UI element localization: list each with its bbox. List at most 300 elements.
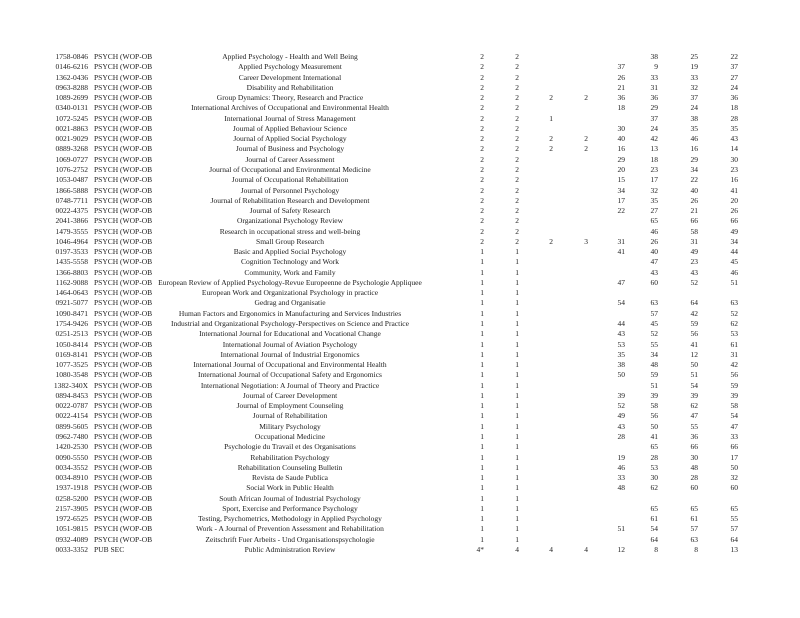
journal-title-cell: Journal of Occupational and Environmental Medicine [209,164,371,174]
rank-cell: 31 [690,236,698,246]
rank-cell: 54 [650,524,658,534]
subject-area-cell: PSYCH (WOP-OB [94,93,153,103]
rank-cell: 2 [549,134,553,144]
rank-cell: 56 [650,411,658,421]
issn-cell: 0146-6216 [55,62,88,72]
journal-title-cell: International Archives of Occupational and Environmental Health [191,103,389,113]
journal-title-cell: Cognition Technology and Work [241,257,339,267]
rank-cell: 2 [480,82,484,92]
journal-title-cell: International Journal of Occupational Safety and Ergonomics [198,370,382,380]
rank-cell: 2 [515,134,519,144]
rank-cell: 1 [515,339,519,349]
journal-title-cell: Human Factors and Ergonomics in Manufacturing and Services Industries [178,308,402,318]
rank-cell: 1 [515,390,519,400]
rank-cell: 59 [690,319,698,329]
rank-cell: 49 [730,226,738,236]
issn-cell: 1089-2699 [55,93,88,103]
rank-cell: 1 [480,452,484,462]
journal-title-cell: Gedrag and Organisatie [254,298,326,308]
rank-cell: 17 [730,452,738,462]
rank-cell: 2 [515,164,519,174]
rank-cell: 49 [617,411,625,421]
journal-title-cell: Basic and Applied Social Psychology [233,247,347,257]
rank-cell: 54 [690,380,698,390]
journal-title-cell: International Journal of Stress Management [224,113,356,123]
journal-title-cell: Disability and Rehabilitation [246,82,334,92]
subject-area-cell: PSYCH (WOP-OB [94,267,153,277]
rank-cell: 62 [690,401,698,411]
rank-cell: 2 [515,144,519,154]
rank-cell: 1 [480,524,484,534]
issn-cell: 1479-3555 [55,226,88,236]
rank-cell: 1 [480,431,484,441]
rank-cell: 2 [515,72,519,82]
rank-cell: 51 [730,277,738,287]
rank-cell: 2 [480,216,484,226]
subject-area-cell: PSYCH (WOP-OB [94,329,153,339]
rank-cell: 20 [730,195,738,205]
rank-cell: 22 [690,175,698,185]
journal-title-cell: Journal of Rehabilitation [252,411,328,421]
rank-cell: 41 [730,185,738,195]
rank-cell: 1 [515,380,519,390]
rank-cell: 1 [515,267,519,277]
rank-cell: 1 [480,257,484,267]
subject-area-cell: PSYCH (WOP-OB [94,277,153,287]
rank-cell: 30 [617,123,625,133]
rank-cell: 1 [515,514,519,524]
rank-cell: 66 [690,442,698,452]
issn-cell: 0258-5200 [55,493,88,503]
rank-cell: 47 [730,421,738,431]
rank-cell: 40 [650,247,658,257]
rank-cell: 41 [617,247,625,257]
rank-cell: 1 [480,267,484,277]
rank-cell: 1 [480,277,484,287]
journal-title-cell: International Journal of Industrial Ergonomics [220,349,360,359]
rank-cell: 12 [690,349,698,359]
subject-area-cell: PSYCH (WOP-OB [94,401,153,411]
issn-cell: 0748-7711 [55,195,88,205]
rank-cell: 48 [690,462,698,472]
rank-cell: 23 [730,164,738,174]
journal-title-cell: International Journal of Aviation Psychology [222,339,358,349]
issn-cell: 1069-0727 [55,154,88,164]
rank-cell: 1 [549,113,553,123]
rank-cell: 27 [650,206,658,216]
rank-cell: 1 [515,257,519,267]
rank-cell: 46 [650,226,658,236]
journal-title-cell: Organizational Psychology Review [236,216,344,226]
issn-cell: 1366-8803 [55,267,88,277]
rank-cell: 18 [730,103,738,113]
subject-area-cell: PSYCH (WOP-OB [94,134,153,144]
rank-cell: 43 [650,267,658,277]
rank-cell: 64 [730,534,738,544]
rank-cell: 32 [690,82,698,92]
journal-title-cell: Journal of Employment Counseling [236,401,344,411]
rank-cell: 53 [650,462,658,472]
rank-cell: 28 [690,473,698,483]
subject-area-cell: PSYCH (WOP-OB [94,226,153,236]
rank-cell: 33 [617,473,625,483]
rank-cell: 61 [730,339,738,349]
issn-cell: 0899-5605 [55,421,88,431]
journal-title-cell: Public Administration Review [244,544,336,554]
rank-cell: 64 [650,534,658,544]
rank-cell: 2 [480,113,484,123]
rank-cell: 27 [730,72,738,82]
rank-cell: 16 [690,144,698,154]
rank-cell: 2 [480,236,484,246]
issn-cell: 1758-0846 [55,52,88,61]
rank-cell: 36 [650,93,658,103]
rank-cell: 65 [690,503,698,513]
rank-cell: 48 [650,360,658,370]
rank-cell: 30 [690,452,698,462]
rank-cell: 56 [690,329,698,339]
journal-title-cell: Journal of Rehabilitation Research and Development [210,195,370,205]
rank-cell: 1 [515,534,519,544]
rank-cell: 26 [617,72,625,82]
subject-area-cell: PSYCH (WOP-OB [94,380,153,390]
rank-cell: 37 [730,62,738,72]
journal-title-cell: Psychologie du Travail et des Organisations [224,442,356,452]
rank-cell: 1 [480,349,484,359]
journal-title-cell: European Review of Applied Psychology-Revue Europeenne de Psychologie Appliquee [158,277,422,287]
subject-area-cell: PSYCH (WOP-OB [94,206,153,216]
rank-cell: 18 [650,154,658,164]
issn-cell: 0033-3352 [55,544,88,554]
journal-title-cell: South African Journal of Industrial Psychology [219,493,361,503]
subject-area-cell: PSYCH (WOP-OB [94,123,153,133]
rank-cell: 58 [730,401,738,411]
rank-cell: 37 [690,93,698,103]
rank-cell: 3 [584,236,588,246]
rank-cell: 50 [650,421,658,431]
rank-cell: 4 [515,544,519,554]
rank-cell: 51 [650,380,658,390]
journal-title-cell: Work - A Journal of Prevention Assessment and Rehabilitation [196,524,384,534]
rank-cell: 2 [480,226,484,236]
subject-area-cell: PSYCH (WOP-OB [94,360,153,370]
subject-area-cell: PSYCH (WOP-OB [94,452,153,462]
subject-area-cell: PSYCH (WOP-OB [94,319,153,329]
rank-cell: 19 [690,62,698,72]
rank-cell: 39 [730,390,738,400]
rank-cell: 46 [730,267,738,277]
rank-cell: 4* [476,544,484,554]
rank-cell: 1 [480,339,484,349]
rank-cell: 41 [650,431,658,441]
journal-title-cell: Rehabilitation Counseling Bulletin [237,462,343,472]
rank-cell: 35 [730,123,738,133]
subject-area-cell: PSYCH (WOP-OB [94,390,153,400]
subject-area-cell: PSYCH (WOP-OB [94,247,153,257]
rank-cell: 34 [617,185,625,195]
rank-cell: 2 [480,206,484,216]
journal-title-cell: Occupational Medicine [254,431,326,441]
rank-cell: 31 [730,349,738,359]
subject-area-cell: PSYCH (WOP-OB [94,298,153,308]
journal-title-cell: Journal of Safety Research [249,206,331,216]
rank-cell: 50 [730,462,738,472]
rank-cell: 52 [617,401,625,411]
subject-area-cell: PSYCH (WOP-OB [94,164,153,174]
journal-title-cell: International Journal of Occupational and Environmental Health [193,360,387,370]
rank-cell: 31 [617,236,625,246]
issn-cell: 0340-0131 [55,103,88,113]
rank-cell: 8 [654,544,658,554]
rank-cell: 62 [650,483,658,493]
rank-cell: 30 [730,154,738,164]
rank-cell: 32 [650,185,658,195]
issn-cell: 0921-5077 [55,298,88,308]
subject-area-cell: PSYCH (WOP-OB [94,288,153,298]
rank-cell: 39 [690,390,698,400]
rank-cell: 2 [515,236,519,246]
rank-cell: 2 [549,93,553,103]
rank-cell: 60 [650,277,658,287]
subject-area-cell: PSYCH (WOP-OB [94,514,153,524]
journal-title-cell: Journal of Business and Psychology [235,144,345,154]
rank-cell: 24 [690,103,698,113]
rank-cell: 1 [480,390,484,400]
rank-cell: 21 [690,206,698,216]
rank-cell: 2 [515,216,519,226]
rank-cell: 1 [480,308,484,318]
rank-cell: 33 [690,72,698,82]
issn-cell: 1051-9815 [55,524,88,534]
rank-cell: 1 [515,493,519,503]
rank-cell: 16 [730,175,738,185]
rank-cell: 39 [650,390,658,400]
rank-cell: 2 [515,82,519,92]
rank-cell: 28 [617,431,625,441]
rank-cell: 1 [480,411,484,421]
rank-cell: 4 [584,544,588,554]
rank-cell: 1 [515,452,519,462]
rank-cell: 63 [730,298,738,308]
rank-cell: 1 [480,462,484,472]
journal-title-cell: Research in occupational stress and well-being [219,226,361,236]
rank-cell: 59 [650,370,658,380]
rank-cell: 23 [690,257,698,267]
rank-cell: 34 [730,236,738,246]
rank-cell: 13 [730,544,738,554]
issn-cell: 0034-8910 [55,473,88,483]
rank-cell: 1 [515,360,519,370]
rank-cell: 44 [617,319,625,329]
journal-title-cell: Revista de Saude Publica [251,473,329,483]
issn-cell: 0169-8141 [55,349,88,359]
issn-cell: 1972-6525 [55,514,88,524]
rank-cell: 1 [480,493,484,503]
subject-area-cell: PSYCH (WOP-OB [94,473,153,483]
rank-cell: 66 [690,216,698,226]
rank-cell: 2 [515,154,519,164]
rank-cell: 42 [690,308,698,318]
subject-area-cell: PSYCH (WOP-OB [94,411,153,421]
rank-cell: 65 [650,442,658,452]
rank-cell: 42 [730,360,738,370]
journal-title-cell: Industrial and Organizational Psychology-Perspectives on Science and Practice [171,319,409,329]
rank-cell: 34 [650,349,658,359]
rank-cell: 26 [650,236,658,246]
issn-cell: 1420-2530 [55,442,88,452]
issn-cell: 1077-3525 [55,360,88,370]
rank-cell: 2 [515,175,519,185]
rank-cell: 57 [730,524,738,534]
journal-title-cell: Small Group Research [256,236,324,246]
rank-cell: 1 [480,288,484,298]
rank-cell: 2 [549,236,553,246]
issn-cell: 0889-3268 [55,144,88,154]
journal-title-cell: Social Work in Public Health [246,483,334,493]
rank-cell: 2 [480,123,484,133]
journal-title-cell: Journal of Personnel Psychology [240,185,340,195]
rank-cell: 1 [480,298,484,308]
issn-cell: 1090-8471 [55,308,88,318]
rank-cell: 1 [515,308,519,318]
rank-cell: 55 [690,421,698,431]
subject-area-cell: PSYCH (WOP-OB [94,370,153,380]
rank-cell: 41 [690,339,698,349]
rank-cell: 29 [650,103,658,113]
issn-cell: 0932-4089 [55,534,88,544]
rank-cell: 43 [730,134,738,144]
rank-cell: 2 [515,185,519,195]
rank-cell: 51 [690,370,698,380]
rank-cell: 29 [617,154,625,164]
rank-cell: 1 [515,431,519,441]
rank-cell: 50 [690,360,698,370]
issn-cell: 0090-5550 [55,452,88,462]
rank-cell: 65 [650,503,658,513]
rank-cell: 37 [617,62,625,72]
issn-cell: 0197-3533 [55,247,88,257]
rank-cell: 32 [730,473,738,483]
rank-cell: 60 [730,483,738,493]
subject-area-cell: PSYCH (WOP-OB [94,534,153,544]
rank-cell: 35 [617,349,625,359]
rank-cell: 2 [480,144,484,154]
rank-cell: 2 [584,134,588,144]
issn-cell: 0021-8863 [55,123,88,133]
journal-title-cell: Military Psychology [259,421,321,431]
issn-cell: 0022-4154 [55,411,88,421]
rank-cell: 66 [730,442,738,452]
rank-cell: 2 [480,175,484,185]
rank-cell: 29 [690,154,698,164]
rank-cell: 1 [515,329,519,339]
journal-title-cell: Group Dynamics: Theory, Research and Practice [216,93,364,103]
rank-cell: 25 [690,52,698,61]
subject-area-cell: PSYCH (WOP-OB [94,72,153,82]
rank-cell: 4 [549,544,553,554]
rank-cell: 1 [515,349,519,359]
rank-cell: 2 [480,93,484,103]
rank-cell: 28 [650,452,658,462]
rank-cell: 61 [690,514,698,524]
rank-cell: 58 [690,226,698,236]
rank-cell: 1 [480,483,484,493]
journal-title-cell: Journal of Occupational Rehabilitation [231,175,349,185]
rank-cell: 2 [584,144,588,154]
rank-cell: 1 [515,442,519,452]
rank-cell: 50 [617,370,625,380]
rank-cell: 2 [480,164,484,174]
rank-cell: 1 [480,442,484,452]
rank-cell: 1 [515,298,519,308]
issn-cell: 1866-5888 [55,185,88,195]
rank-cell: 35 [650,195,658,205]
subject-area-cell: PSYCH (WOP-OB [94,195,153,205]
subject-area-cell: PSYCH (WOP-OB [94,154,153,164]
journal-title-cell: International Negotiation: A Journal of Theory and Practice [200,380,380,390]
rank-cell: 55 [730,514,738,524]
subject-area-cell: PSYCH (WOP-OB [94,236,153,246]
journal-title-cell: Rehabilitation Psychology [250,452,330,462]
rank-cell: 42 [650,134,658,144]
issn-cell: 0894-8453 [55,390,88,400]
issn-cell: 2157-3905 [55,503,88,513]
rank-cell: 60 [690,483,698,493]
rank-cell: 1 [515,421,519,431]
subject-area-cell: PSYCH (WOP-OB [94,185,153,195]
rank-cell: 43 [690,267,698,277]
rank-cell: 34 [690,164,698,174]
rank-cell: 57 [690,524,698,534]
issn-cell: 1076-2752 [55,164,88,174]
rank-cell: 44 [730,247,738,257]
rank-cell: 15 [617,175,625,185]
rank-cell: 45 [650,319,658,329]
rank-cell: 2 [515,206,519,216]
rank-cell: 14 [730,144,738,154]
rank-cell: 1 [515,247,519,257]
rank-cell: 20 [617,164,625,174]
journal-title-cell: Journal of Career Development [242,390,338,400]
rank-cell: 1 [480,473,484,483]
subject-area-cell: PSYCH (WOP-OB [94,144,153,154]
rank-cell: 12 [617,544,625,554]
rank-cell: 39 [617,390,625,400]
subject-area-cell: PSYCH (WOP-OB [94,175,153,185]
rank-cell: 54 [617,298,625,308]
issn-cell: 2041-3866 [55,216,88,226]
rank-cell: 2 [480,195,484,205]
rank-cell: 65 [650,216,658,226]
rank-cell: 1 [515,277,519,287]
rank-cell: 1 [515,288,519,298]
subject-area-cell: PSYCH (WOP-OB [94,462,153,472]
issn-cell: 1382-340X [53,380,88,390]
rank-cell: 52 [730,308,738,318]
rank-cell: 1 [480,534,484,544]
issn-cell: 1464-0643 [55,288,88,298]
rank-cell: 2 [480,154,484,164]
rank-cell: 17 [650,175,658,185]
subject-area-cell: PSYCH (WOP-OB [94,493,153,503]
rank-cell: 30 [650,473,658,483]
issn-cell: 1754-9426 [55,319,88,329]
subject-area-cell: PSYCH (WOP-OB [94,103,153,113]
issn-cell: 1053-0487 [55,175,88,185]
rank-cell: 1 [480,401,484,411]
rank-cell: 53 [730,329,738,339]
rank-cell: 2 [515,103,519,113]
